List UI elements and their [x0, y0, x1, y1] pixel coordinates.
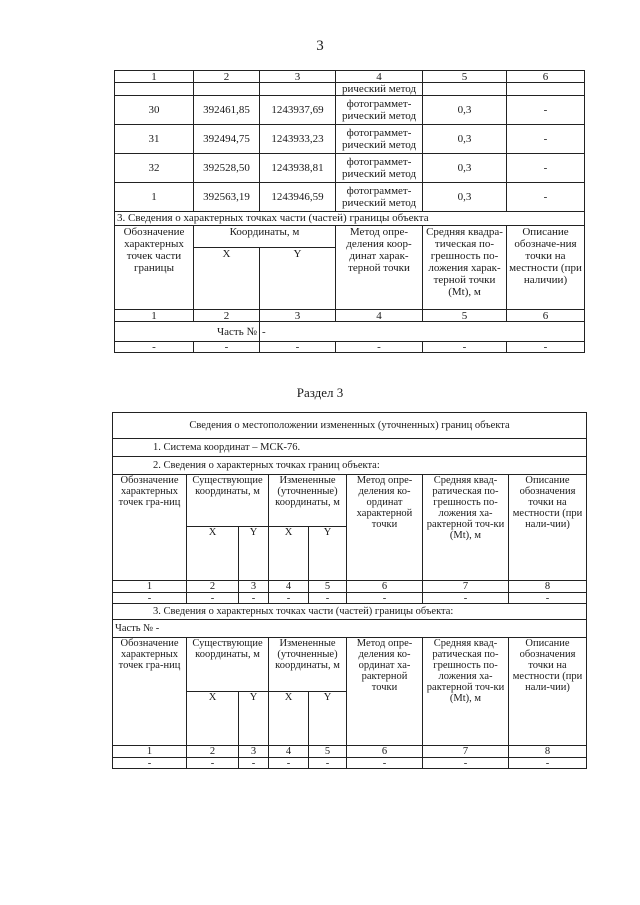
y-header: Y: [239, 527, 269, 581]
col-number: 8: [509, 581, 587, 593]
y-coordinate: 1243938,81: [260, 154, 336, 183]
accuracy-value: 0,3: [423, 96, 507, 125]
col-number: 3: [260, 71, 336, 83]
part-number-line: Часть № -: [113, 620, 587, 638]
method-cell: рический метод: [336, 83, 423, 96]
changed-boundaries-table: [112, 412, 587, 769]
section-heading: Раздел 3: [296, 385, 344, 400]
y-header: Y: [309, 692, 347, 746]
dash-cell: -: [309, 593, 347, 604]
col-number: 4: [269, 581, 309, 593]
col-number: 2: [187, 746, 239, 758]
col-number: 2: [187, 581, 239, 593]
x-header: X: [187, 527, 239, 581]
dash-cell: -: [507, 342, 585, 353]
dash-cell: -: [194, 342, 260, 353]
description-value: -: [507, 96, 585, 125]
dash-cell: -: [239, 593, 269, 604]
designation-header: Обозначение характерных точек гра-ниц: [113, 475, 187, 581]
dash-cell: -: [509, 593, 587, 604]
col-number: 5: [309, 581, 347, 593]
dash-cell: -: [423, 758, 509, 769]
dash-cell: -: [187, 593, 239, 604]
dash-cell: -: [269, 593, 309, 604]
method-header: Метод опре-деления ко-ординат ха-рактерной точки: [347, 638, 423, 746]
x-coordinate: 392494,75: [194, 125, 260, 154]
col-number: 3: [260, 310, 336, 322]
col-number: 4: [336, 71, 423, 83]
dash-cell: -: [260, 342, 336, 353]
dash-cell: -: [336, 342, 423, 353]
col-number: 1: [113, 581, 187, 593]
col-number: 2: [194, 310, 260, 322]
table-title: Сведения о местоположении измененных (уточненных) границ объекта: [113, 413, 587, 439]
coordinates-header: Координаты, м: [194, 226, 336, 248]
point-number: 31: [115, 125, 194, 154]
x-header: X: [187, 692, 239, 746]
description-header: Описание обозначения точки на местности (при нали-чии): [509, 638, 587, 746]
existing-header: Существующие координаты, м: [187, 638, 269, 692]
col-number: 6: [347, 746, 423, 758]
col-number: 6: [507, 71, 585, 83]
col-number: 3: [239, 581, 269, 593]
changed-header: Измененные (уточненные) координаты, м: [269, 638, 347, 692]
col-number: 5: [423, 71, 507, 83]
designation-header: Обозначение характерных точек части границы: [115, 226, 194, 310]
accuracy-header: Средняя квадра-тическая по-грешность по-ложения харак-терной точки (Mt), м: [423, 226, 507, 310]
existing-header: Существующие координаты, м: [187, 475, 269, 527]
part-value: -: [260, 322, 585, 342]
description-header: Описание обозначения точки на местности (при нали-чии): [509, 475, 587, 581]
col-number: 5: [423, 310, 507, 322]
table-row: [115, 154, 585, 183]
col-number: 3: [239, 746, 269, 758]
dash-cell: -: [347, 758, 423, 769]
table-row: [115, 183, 585, 212]
dash-cell: -: [239, 758, 269, 769]
y-coordinate: 1243933,23: [260, 125, 336, 154]
boundary-points-table: [114, 70, 585, 353]
dash-cell: -: [269, 758, 309, 769]
y-coordinate: 1243937,69: [260, 96, 336, 125]
col-number: 7: [423, 581, 509, 593]
section3-title: 3. Сведения о характерных точках части (частей) границы объекта: [115, 212, 585, 226]
description-value: -: [507, 125, 585, 154]
part-points-title: 3. Сведения о характерных точках части (частей) границы объекта:: [113, 604, 587, 620]
designation-header: Обозначение характерных точек гра-ниц: [113, 638, 187, 746]
point-number: 1: [115, 183, 194, 212]
col-number: 1: [115, 71, 194, 83]
y-header: Y: [239, 692, 269, 746]
table-row: [115, 125, 585, 154]
dash-cell: -: [113, 593, 187, 604]
col-number: 4: [336, 310, 423, 322]
x-coordinate: 392461,85: [194, 96, 260, 125]
x-coordinate: 392528,50: [194, 154, 260, 183]
col-number: 6: [507, 310, 585, 322]
part-label: Часть №: [115, 322, 260, 342]
col-number: 4: [269, 746, 309, 758]
y-header: Y: [260, 248, 336, 310]
dash-cell: -: [309, 758, 347, 769]
dash-cell: -: [113, 758, 187, 769]
col-number: 7: [423, 746, 509, 758]
dash-cell: -: [347, 593, 423, 604]
table-row: [115, 96, 585, 125]
method-cell: фотограммет- рический метод: [336, 125, 423, 154]
method-cell: фотограммет- рический метод: [336, 183, 423, 212]
dash-cell: -: [187, 758, 239, 769]
method-header: Метод опре-деления коор-динат харак-терной точки: [336, 226, 423, 310]
dash-cell: -: [115, 342, 194, 353]
col-number: 8: [509, 746, 587, 758]
description-value: -: [507, 183, 585, 212]
page-number: 3: [316, 38, 324, 54]
accuracy-header: Средняя квад-ратическая по-грешность по-ложения ха-рактерной точ-ки (Mt), м: [423, 475, 509, 581]
accuracy-value: 0,3: [423, 183, 507, 212]
col-number: 5: [309, 746, 347, 758]
coordinate-system: 1. Система координат – МСК-76.: [113, 439, 587, 457]
dash-cell: -: [423, 593, 509, 604]
x-header: X: [269, 692, 309, 746]
accuracy-value: 0,3: [423, 154, 507, 183]
point-number: 30: [115, 96, 194, 125]
point-number: 32: [115, 154, 194, 183]
col-number: 6: [347, 581, 423, 593]
points-title: 2. Сведения о характерных точках границ объекта:: [113, 457, 587, 475]
x-header: X: [269, 527, 309, 581]
method-cell: фотограммет- рический метод: [336, 96, 423, 125]
col-number: 2: [194, 71, 260, 83]
method-cell: фотограммет- рический метод: [336, 154, 423, 183]
accuracy-value: 0,3: [423, 125, 507, 154]
dash-cell: -: [509, 758, 587, 769]
accuracy-header: Средняя квад-ратическая по-грешность по-ложения ха-рактерной точ-ки (Mt), м: [423, 638, 509, 746]
col-number: 1: [113, 746, 187, 758]
x-coordinate: 392563,19: [194, 183, 260, 212]
x-header: X: [194, 248, 260, 310]
y-coordinate: 1243946,59: [260, 183, 336, 212]
changed-header: Измененные (уточненные) координаты, м: [269, 475, 347, 527]
y-header: Y: [309, 527, 347, 581]
description-header: Описание обозначе-ния точки на местности (при наличии): [507, 226, 585, 310]
col-number: 1: [115, 310, 194, 322]
description-value: -: [507, 154, 585, 183]
method-header: Метод опре-деления ко-ординат характерной точки: [347, 475, 423, 581]
dash-cell: -: [423, 342, 507, 353]
